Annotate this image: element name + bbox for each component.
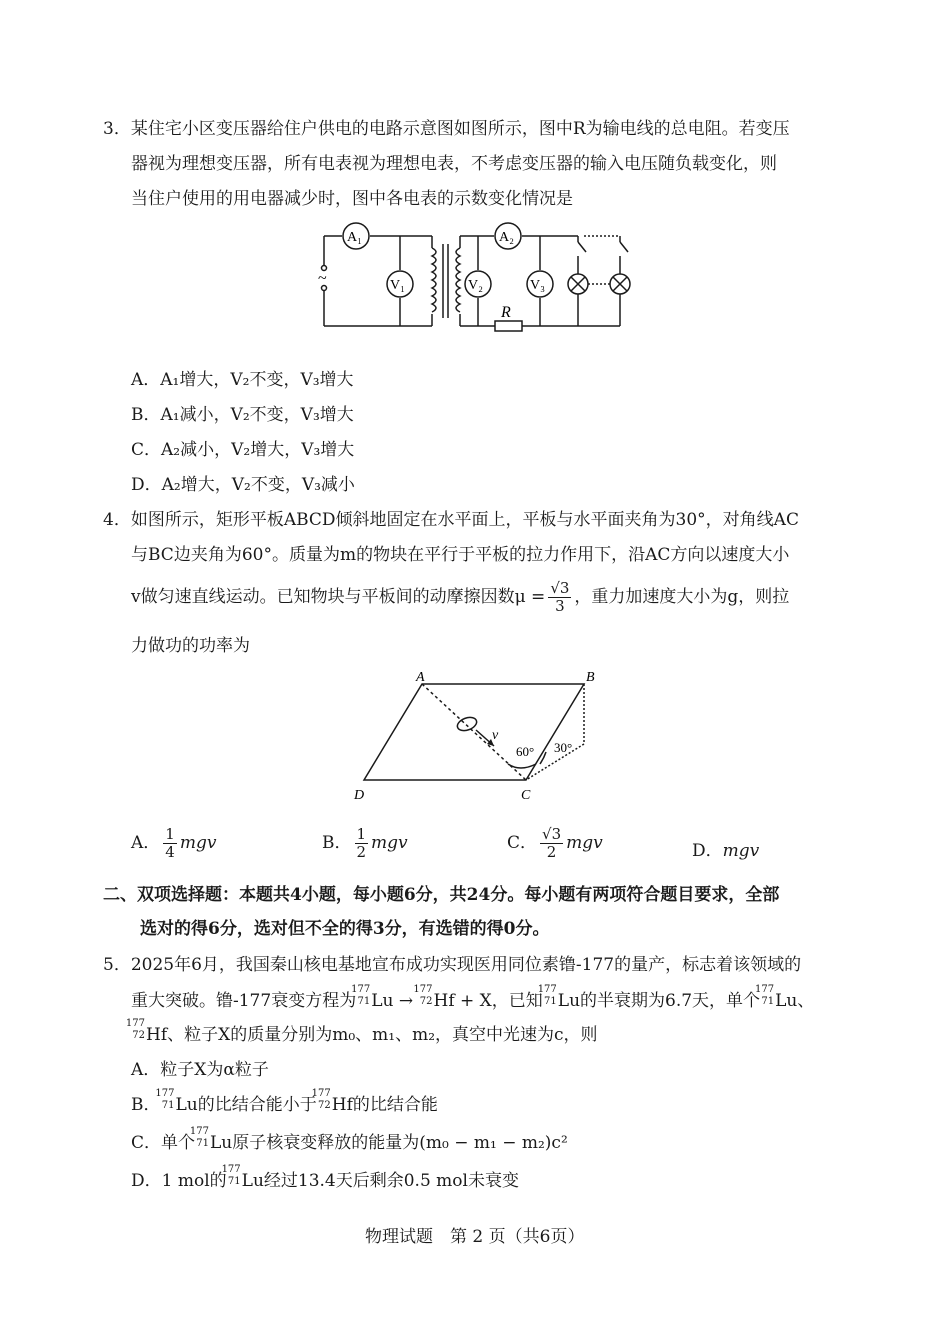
q4-option-c: C． $\frac{√3}{2}$ mgv (507, 825, 603, 861)
q3-option-b: B．A₁减小，V₂不变，V₃增大 (131, 405, 354, 425)
velocity-label: v (492, 728, 499, 743)
q4-stem-line4: 力做功的功率为 (131, 636, 250, 656)
r-label: R (501, 304, 511, 321)
q4-stem-line3 (131, 580, 789, 615)
section2-heading-line1: 二、双项选择题：本题共4小题，每小题6分，共24分。每小题有两项符合题目要求，全部 (103, 885, 780, 905)
q4-stem-line3-post: ，重力加速度大小为g，则拉 (574, 587, 790, 607)
q5-option-c: C．单个 177 71 Lu原子核衰变释放的能量为(m₀ − m₁ − m₂)c² (131, 1126, 568, 1153)
q5-option-a: A．粒子X为α粒子 (131, 1060, 269, 1080)
q3-stem-line1: 3．某住宅小区变压器给住户供电的电路示意图如图所示，图中R为输电线的总电阻。若变压 (103, 119, 790, 139)
q4-option-b: B． $\frac{1}{2}$ mgv (322, 825, 408, 861)
q5-stem-line3: 177 72 Hf、粒子X的质量分别为m₀、m₁、m₂，真空中光速为c，则 (125, 1018, 598, 1045)
vertex-c-label: C (521, 788, 531, 803)
section2-heading-line2: 选对的得6分，选对但不全的得3分，有选错的得0分。 (140, 919, 550, 939)
a2-label: A₂ (499, 230, 514, 245)
q4-option-d: D．mgv (692, 841, 760, 861)
mu-numerator: √3 (550, 579, 570, 597)
angle-30-label: 30° (554, 740, 573, 755)
mu-fraction (548, 580, 571, 615)
q4-stem-line3-pre: v做匀速直线运动。已知物块与平板间的动摩擦因数μ = (131, 587, 546, 607)
q3-stem-line2: 器视为理想变压器，所有电表视为理想电表，不考虑变压器的输入电压随负载变化，则 (131, 154, 777, 174)
vertex-b-label: B (586, 670, 595, 685)
q4-option-a: A． $\frac{1}{4}$ mgv (131, 825, 217, 861)
q4-plate-diagram (340, 668, 620, 808)
angle-60-label: 60° (516, 744, 535, 759)
v1-label: V₁ (390, 278, 405, 293)
q3-option-c: C．A₂减小，V₂增大，V₃增大 (131, 440, 355, 460)
vertex-a-label: A (416, 670, 425, 685)
q3-option-a: A．A₁增大，V₂不变，V₃增大 (131, 370, 354, 390)
q5-option-b: B． 177 71 Lu的比结合能小于 177 72 Hf的比结合能 (131, 1088, 438, 1115)
v2-label: V₂ (468, 278, 483, 293)
ac-source-symbol: ~ (318, 270, 327, 287)
q5-option-d: D．1 mol的 177 71 Lu经过13.4天后剩余0.5 mol未衰变 (131, 1164, 519, 1191)
q3-option-d: D．A₂增大，V₂不变，V₃减小 (131, 475, 355, 495)
v3-label: V₃ (530, 278, 545, 293)
q3-stem-line3: 当住户使用的用电器减少时，图中各电表的示数变化情况是 (131, 189, 573, 209)
q5-stem-line2: 重大突破。镥-177衰变方程为 177 71 Lu → 177 72 Hf + X，已知 177 71 Lu的半衰期为6.7天，单个 177 71 Lu、 (131, 984, 815, 1011)
page-footer: 物理试题 第 2 页（共6页） (365, 1227, 585, 1247)
q5-stem-line1: 5．2025年6月，我国秦山核电基地宣布成功实现医用同位素镥-177的量产，标志着该领域的 (103, 955, 802, 975)
vertex-d-label: D (354, 788, 365, 803)
q4-stem-line2: 与BC边夹角为60°。质量为m的物块在平行于平板的拉力作用下，沿AC方向以速度大小 (131, 545, 790, 565)
q3-circuit-diagram (300, 218, 640, 338)
a1-label: A₁ (347, 230, 362, 245)
q4-stem-line1: 4．如图所示，矩形平板ABCD倾斜地固定在水平面上，平板与水平面夹角为30°，对角线AC (103, 510, 799, 530)
mu-denominator: 3 (555, 597, 565, 615)
